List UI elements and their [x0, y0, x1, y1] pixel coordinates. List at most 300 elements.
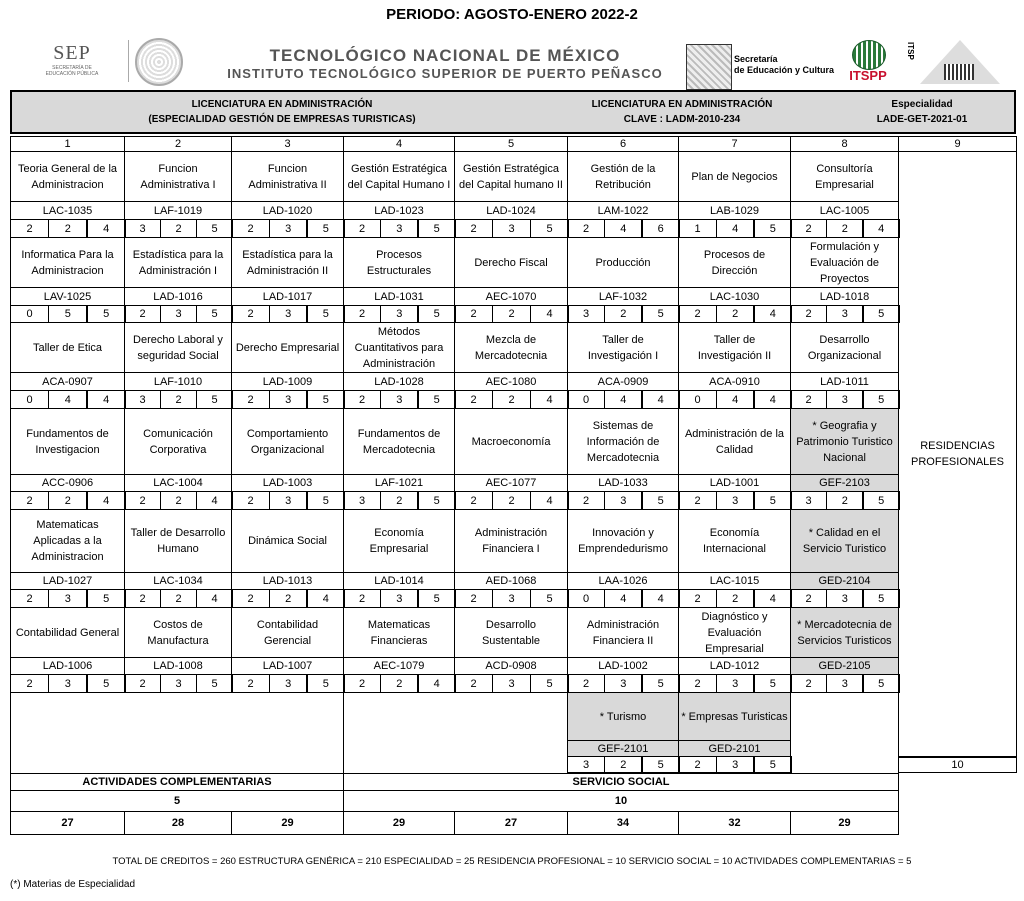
credit-value: 3	[567, 305, 605, 323]
credit-value: 3	[380, 219, 418, 238]
credit-value: 2	[678, 589, 717, 608]
credit-value: 2	[678, 756, 717, 773]
credit-value: 2	[380, 674, 418, 693]
subject-code: LAD-1009	[231, 372, 344, 391]
credit-value: 2	[124, 589, 161, 608]
credit-value: 2	[160, 589, 197, 608]
subject-name: Matematicas Aplicadas a la Administracion	[10, 509, 125, 573]
subject-code: LAC-1035	[10, 201, 125, 220]
credit-value: 5	[642, 674, 680, 693]
subject-name: Administración Financiera I	[454, 509, 568, 573]
subject-name: Diagnóstico y Evaluación Empresarial	[678, 607, 791, 658]
credit-value: 5	[418, 491, 456, 510]
credit-value: 2	[678, 305, 717, 323]
sep-small-2: EDUCACIÓN PÚBLICA	[45, 71, 99, 77]
credit-value: 3	[604, 674, 642, 693]
credit-value: 2	[231, 589, 270, 608]
credit-value: 3	[492, 589, 531, 608]
credit-value: 4	[753, 589, 792, 608]
credit-value: 2	[604, 305, 642, 323]
subject-code: ACA-0910	[678, 372, 791, 391]
credit-value: 2	[790, 390, 827, 409]
subject-name: Comportamiento Organizacional	[231, 408, 344, 475]
servicio-label: SERVICIO SOCIAL	[343, 773, 899, 791]
credit-value: 5	[753, 756, 792, 773]
credit-value: 2	[124, 674, 161, 693]
subject-name: Comunicación Corporativa	[124, 408, 232, 475]
semester-total: 29	[343, 811, 455, 835]
subject-code: LAD-1012	[678, 657, 791, 675]
credit-value: 3	[826, 305, 863, 323]
subject-name: Economía Internacional	[678, 509, 791, 573]
credit-value: 3	[48, 674, 87, 693]
credit-value: 5	[418, 390, 456, 409]
sep-small-1: SECRETARÍA DE	[52, 65, 92, 71]
subject-code: AED-1068	[454, 572, 568, 590]
credit-value: 2	[492, 491, 531, 510]
credit-value: 3	[124, 390, 161, 409]
subject-code: AEC-1077	[454, 474, 568, 492]
credit-value: 3	[790, 491, 827, 510]
subject-code: LAC-1004	[124, 474, 232, 492]
credit-value: 3	[716, 491, 755, 510]
tnm-line-1: TECNOLÓGICO NACIONAL DE MÉXICO	[269, 46, 621, 65]
itspp-logo	[838, 40, 898, 86]
subject-name: Gestión Estratégica del Capital humano II	[454, 151, 568, 202]
credit-value: 5	[863, 390, 900, 409]
credit-value: 2	[48, 219, 87, 238]
program-title-mid	[542, 97, 822, 127]
credit-value: 2	[678, 491, 717, 510]
semester-header-4: 4	[343, 136, 455, 152]
credit-value: 4	[530, 491, 569, 510]
credit-value: 2	[826, 491, 863, 510]
subject-name: Informatica Para la Administracion	[10, 237, 125, 288]
subject-name: Fundamentos de Mercadotecnia	[343, 408, 455, 475]
credit-value: 2	[10, 491, 49, 510]
subject-name: Producción	[567, 237, 679, 288]
credit-value: 4	[642, 589, 680, 608]
subject-name: Procesos de Dirección	[678, 237, 791, 288]
sec-line-1: Secretaría	[734, 54, 778, 64]
credit-value: 4	[48, 390, 87, 409]
empty-block	[343, 692, 568, 774]
credit-value: 5	[306, 390, 345, 409]
credit-value: 5	[87, 305, 126, 323]
credit-value: 0	[10, 305, 49, 323]
credit-value: 2	[454, 305, 493, 323]
credit-value: 2	[48, 491, 87, 510]
sonora-shield-icon	[686, 44, 732, 90]
credit-value: 3	[269, 390, 308, 409]
credit-value: 5	[87, 674, 126, 693]
credit-value: 5	[863, 674, 900, 693]
semester-header-2: 2	[124, 136, 232, 152]
credit-value: 3	[48, 589, 87, 608]
credit-value: 4	[87, 491, 126, 510]
subject-name: Estadística para la Administración I	[124, 237, 232, 288]
semester-total: 34	[567, 811, 679, 835]
credit-value: 4	[306, 589, 345, 608]
actividades-label: ACTIVIDADES COMPLEMENTARIAS	[10, 773, 344, 791]
subject-code: GED-2101	[678, 740, 791, 757]
subject-name: * Geografia y Patrimonio Turistico Nacional	[790, 408, 899, 475]
credit-value: 5	[642, 305, 680, 323]
specialty-note: (*) Materias de Especialidad	[10, 879, 136, 890]
credit-value: 2	[454, 390, 493, 409]
subject-name: * Turismo	[567, 692, 679, 741]
credit-value: 5	[863, 305, 900, 323]
credit-value: 3	[826, 589, 863, 608]
credit-value: 5	[642, 756, 680, 773]
subject-code: LAD-1013	[231, 572, 344, 590]
semester-header-6: 6	[567, 136, 679, 152]
credit-value: 2	[826, 219, 863, 238]
credit-value: 5	[306, 491, 345, 510]
subject-name: Innovación y Emprendedurismo	[567, 509, 679, 573]
subject-code: GEF-2101	[567, 740, 679, 757]
credit-value: 3	[826, 674, 863, 693]
subject-name: Administración Financiera II	[567, 607, 679, 658]
credit-value: 3	[604, 491, 642, 510]
actividades-credits: 5	[10, 790, 344, 812]
credit-value: 4	[753, 390, 792, 409]
subject-name: * Mercadotecnia de Servicios Turisticos	[790, 607, 899, 658]
subject-name: Funcion Administrativa II	[231, 151, 344, 202]
credit-value: 2	[454, 674, 493, 693]
subject-code: GED-2105	[790, 657, 899, 675]
credit-value: 3	[716, 674, 755, 693]
subject-code: LAD-1007	[231, 657, 344, 675]
credit-value: 2	[492, 305, 531, 323]
credit-value: 2	[790, 219, 827, 238]
program-title-right	[842, 97, 1002, 127]
subject-code: LAD-1011	[790, 372, 899, 391]
subject-code: AEC-1080	[454, 372, 568, 391]
subject-code: LAD-1008	[124, 657, 232, 675]
credit-value: 2	[160, 491, 197, 510]
credit-value: 4	[530, 305, 569, 323]
semester-total: 29	[790, 811, 899, 835]
subject-code: ACA-0909	[567, 372, 679, 391]
credit-value: 2	[343, 390, 381, 409]
credit-value: 4	[196, 589, 233, 608]
subject-name: Administración de la Calidad	[678, 408, 791, 475]
credit-value: 2	[567, 674, 605, 693]
subject-code: AEC-1079	[343, 657, 455, 675]
subject-code: LAD-1033	[567, 474, 679, 492]
program-title-box	[10, 90, 1016, 134]
subject-name: Derecho Fiscal	[454, 237, 568, 288]
subject-code: AEC-1070	[454, 287, 568, 306]
semester-header-9: 9	[898, 136, 1017, 152]
subject-name: Gestión Estratégica del Capital Humano I	[343, 151, 455, 202]
page-title: PERIODO: AGOSTO-ENERO 2022-2	[386, 6, 638, 23]
credit-value: 5	[196, 390, 233, 409]
credit-value: 4	[604, 219, 642, 238]
subject-name: Gestión de la Retribución	[567, 151, 679, 202]
sep-logo-text: SEP	[53, 42, 91, 64]
subject-code: LAC-1005	[790, 201, 899, 220]
title-mid-1: LICENCIATURA EN ADMINISTRACIÓN	[591, 99, 773, 110]
credit-value: 2	[454, 589, 493, 608]
subject-code: GEF-2103	[790, 474, 899, 492]
credit-value: 0	[678, 390, 717, 409]
credit-value: 4	[530, 390, 569, 409]
residencias-cell: RESIDENCIAS PROFESIONALES	[898, 151, 1017, 757]
title-right-2: LADE-GET-2021-01	[876, 114, 968, 125]
credit-value: 0	[10, 390, 49, 409]
credit-value: 2	[343, 305, 381, 323]
subject-name: Mezcla de Mercadotecnia	[454, 322, 568, 373]
credit-value: 4	[863, 219, 900, 238]
semester-header-3: 3	[231, 136, 344, 152]
empty-block	[790, 692, 899, 774]
credit-value: 2	[160, 219, 197, 238]
program-title-left	[112, 97, 452, 127]
credit-value: 4	[716, 390, 755, 409]
subject-name: Sistemas de Información de Mercadotecnia	[567, 408, 679, 475]
subject-name: Formulación y Evaluación de Proyectos	[790, 237, 899, 288]
residencias-credits: 10	[898, 757, 1017, 773]
subject-name: Plan de Negocios	[678, 151, 791, 202]
subject-name: Funcion Administrativa I	[124, 151, 232, 202]
subject-code: ACA-0907	[10, 372, 125, 391]
credit-value: 2	[231, 674, 270, 693]
subject-name: Taller de Desarrollo Humano	[124, 509, 232, 573]
credit-value: 5	[753, 491, 792, 510]
credit-value: 2	[269, 589, 308, 608]
credit-value: 5	[306, 305, 345, 323]
subject-name: Dinámica Social	[231, 509, 344, 573]
title-right-1: Especialidad	[891, 99, 953, 110]
subject-code: LAD-1014	[343, 572, 455, 590]
credit-value: 2	[567, 491, 605, 510]
sec-logo	[734, 54, 834, 76]
credit-value: 2	[790, 589, 827, 608]
credit-value: 5	[87, 589, 126, 608]
credit-value: 3	[716, 756, 755, 773]
subject-name: Macroeconomía	[454, 408, 568, 475]
credit-value: 2	[454, 491, 493, 510]
credit-value: 2	[567, 219, 605, 238]
itspp-text: ITSPP	[849, 68, 887, 83]
subject-name: Derecho Laboral y seguridad Social	[124, 322, 232, 373]
subject-code: LAD-1017	[231, 287, 344, 306]
credit-value: 3	[380, 390, 418, 409]
credit-value: 3	[567, 756, 605, 773]
semester-total: 28	[124, 811, 232, 835]
divider	[128, 40, 129, 82]
title-left-2: (ESPECIALIDAD GESTIÓN DE EMPRESAS TURISTICAS)	[148, 114, 416, 125]
credit-value: 3	[269, 491, 308, 510]
credit-value: 5	[642, 491, 680, 510]
credit-value: 2	[10, 674, 49, 693]
credit-value: 3	[826, 390, 863, 409]
subject-name: Economía Empresarial	[343, 509, 455, 573]
credit-value: 3	[380, 589, 418, 608]
credit-value: 3	[269, 674, 308, 693]
semester-header-7: 7	[678, 136, 791, 152]
itsp-vertical-text: ITSP	[906, 42, 915, 60]
subject-code: LAD-1031	[343, 287, 455, 306]
credit-value: 5	[530, 674, 569, 693]
credit-value: 4	[196, 491, 233, 510]
credit-value: 4	[418, 674, 456, 693]
credit-value: 3	[124, 219, 161, 238]
credit-value: 5	[753, 219, 792, 238]
semester-header-5: 5	[454, 136, 568, 152]
credit-value: 5	[196, 674, 233, 693]
credit-value: 2	[124, 305, 161, 323]
credit-value: 4	[604, 390, 642, 409]
subject-code: LAF-1010	[124, 372, 232, 391]
semester-total: 27	[454, 811, 568, 835]
subject-code: LAV-1025	[10, 287, 125, 306]
subject-name: Taller de Investigación I	[567, 322, 679, 373]
credit-value: 0	[567, 589, 605, 608]
building-icon	[944, 64, 974, 80]
credit-value: 6	[642, 219, 680, 238]
subject-code: LAB-1029	[678, 201, 791, 220]
subject-code: LAF-1019	[124, 201, 232, 220]
subject-name: Fundamentos de Investigacion	[10, 408, 125, 475]
subject-name: * Empresas Turisticas	[678, 692, 791, 741]
credit-value: 2	[160, 390, 197, 409]
subject-name: Costos de Manufactura	[124, 607, 232, 658]
credit-value: 5	[753, 674, 792, 693]
semester-header-1: 1	[10, 136, 125, 152]
subject-code: LAD-1027	[10, 572, 125, 590]
subject-code: ACC-0906	[10, 474, 125, 492]
credit-value: 5	[418, 219, 456, 238]
credit-value: 5	[196, 305, 233, 323]
credit-value: 2	[604, 756, 642, 773]
subject-code: LAD-1006	[10, 657, 125, 675]
credit-value: 2	[492, 390, 531, 409]
credit-value: 3	[343, 491, 381, 510]
credit-value: 3	[269, 219, 308, 238]
credit-value: 3	[160, 674, 197, 693]
title-mid-2: CLAVE : LADM-2010-234	[623, 114, 741, 125]
subject-code: LAF-1032	[567, 287, 679, 306]
subject-code: LAC-1030	[678, 287, 791, 306]
credit-value: 2	[454, 219, 493, 238]
itsp-logo	[906, 40, 1006, 90]
subject-name: Taller de Etica	[10, 322, 125, 373]
tnm-heading	[210, 46, 680, 81]
credit-value: 2	[124, 491, 161, 510]
subject-name: Desarrollo Sustentable	[454, 607, 568, 658]
credit-value: 2	[231, 491, 270, 510]
credit-value: 0	[567, 390, 605, 409]
credit-value: 5	[306, 219, 345, 238]
sec-line-2: de Educación y Cultura	[734, 65, 835, 75]
credit-value: 4	[87, 219, 126, 238]
semester-total: 29	[231, 811, 344, 835]
credit-value: 2	[231, 305, 270, 323]
semester-total: 27	[10, 811, 125, 835]
credit-value: 2	[716, 305, 755, 323]
credit-value: 1	[678, 219, 717, 238]
credit-value: 5	[863, 491, 900, 510]
subject-code: LAD-1023	[343, 201, 455, 220]
credit-value: 4	[604, 589, 642, 608]
credit-value: 2	[678, 674, 717, 693]
subject-name: Contabilidad Gerencial	[231, 607, 344, 658]
subject-name: Taller de Investigación II	[678, 322, 791, 373]
credit-value: 5	[863, 589, 900, 608]
subject-code: ACD-0908	[454, 657, 568, 675]
credit-value: 3	[269, 305, 308, 323]
subject-code: LAC-1034	[124, 572, 232, 590]
subject-code: LAD-1003	[231, 474, 344, 492]
credit-value: 5	[418, 305, 456, 323]
tnm-line-2: INSTITUTO TECNOLÓGICO SUPERIOR DE PUERTO PEÑASCO	[227, 66, 663, 81]
credit-value: 4	[753, 305, 792, 323]
semester-total: 32	[678, 811, 791, 835]
credit-value: 2	[790, 305, 827, 323]
credit-value: 5	[48, 305, 87, 323]
credit-value: 2	[10, 219, 49, 238]
subject-name: Teoria General de la Administracion	[10, 151, 125, 202]
subject-name: Derecho Empresarial	[231, 322, 344, 373]
globe-icon	[852, 40, 886, 70]
credit-value: 5	[196, 219, 233, 238]
empty-block	[10, 692, 344, 774]
mexico-seal-icon	[135, 38, 183, 86]
title-left-1: LICENCIATURA EN ADMINISTRACIÓN	[191, 99, 373, 110]
subject-code: LAD-1001	[678, 474, 791, 492]
subject-code: LAA-1026	[567, 572, 679, 590]
header-logos	[10, 32, 1016, 88]
subject-name: Métodos Cuantitativos para Administración	[343, 322, 455, 373]
credit-value: 3	[492, 219, 531, 238]
credit-value: 4	[716, 219, 755, 238]
credit-value: 4	[642, 390, 680, 409]
credit-value: 2	[343, 219, 381, 238]
subject-name: Contabilidad General	[10, 607, 125, 658]
credit-value: 2	[231, 219, 270, 238]
subject-code: LAF-1021	[343, 474, 455, 492]
subject-code: LAD-1018	[790, 287, 899, 306]
credit-value: 5	[530, 219, 569, 238]
subject-code: LAC-1015	[678, 572, 791, 590]
credit-value: 2	[10, 589, 49, 608]
credits-summary: TOTAL DE CREDITOS = 260 ESTRUCTURA GENÉRICA = 210 ESPECIALIDAD = 25 RESIDENCIA PROFESIONAL = 10 SERVICIO SOCIAL = 10 ACTIVIDADES COMPLEMENTARIAS = 5	[112, 856, 912, 867]
subject-code: LAD-1020	[231, 201, 344, 220]
credit-value: 2	[380, 491, 418, 510]
credit-value: 2	[343, 674, 381, 693]
servicio-credits: 10	[343, 790, 899, 812]
subject-name: * Calidad en el Servicio Turistico	[790, 509, 899, 573]
credit-value: 5	[418, 589, 456, 608]
semester-header-8: 8	[790, 136, 899, 152]
subject-code: LAD-1028	[343, 372, 455, 391]
subject-name: Estadística para la Administración II	[231, 237, 344, 288]
credit-value: 2	[716, 589, 755, 608]
subject-code: LAD-1002	[567, 657, 679, 675]
credit-value: 5	[306, 674, 345, 693]
subject-name: Matematicas Financieras	[343, 607, 455, 658]
credit-value: 2	[343, 589, 381, 608]
credit-value: 2	[231, 390, 270, 409]
credit-value: 3	[160, 305, 197, 323]
credit-value: 4	[87, 390, 126, 409]
credit-value: 5	[530, 589, 569, 608]
subject-code: GED-2104	[790, 572, 899, 590]
credit-value: 2	[790, 674, 827, 693]
